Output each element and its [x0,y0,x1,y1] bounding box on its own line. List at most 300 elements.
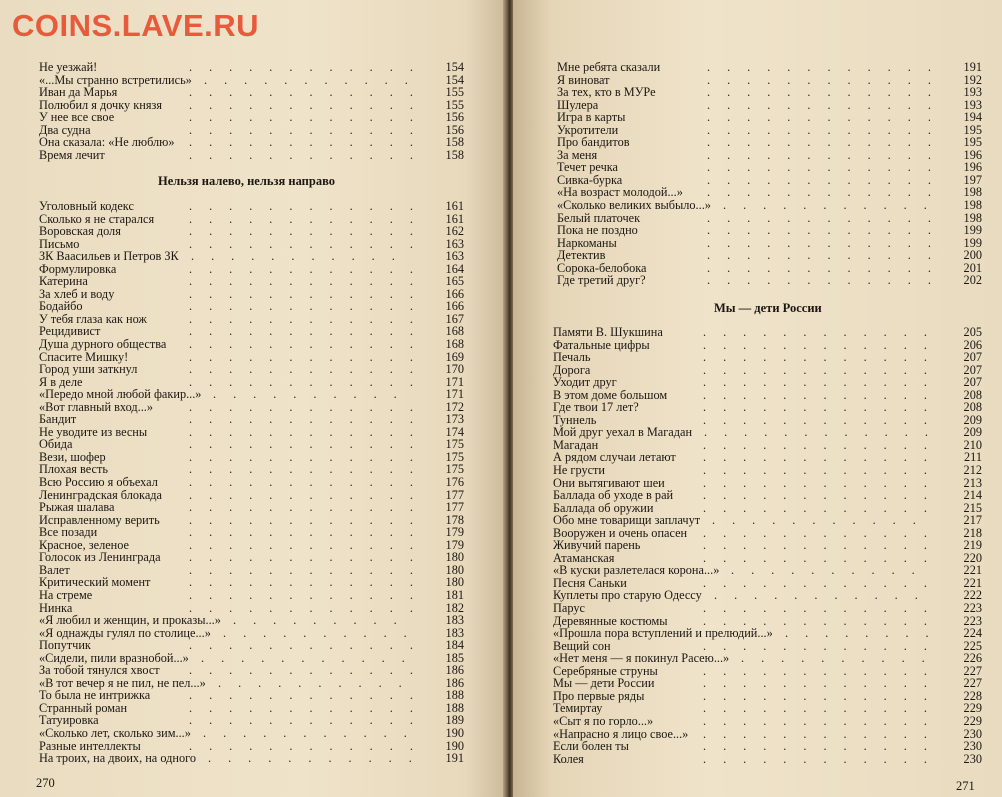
toc-entry [39,526,464,539]
dot-leader: ............ [189,299,430,314]
toc-entry [553,351,982,364]
dot-leader: ............ [189,462,430,477]
toc-entry-title: За тех, кто в МУРе [557,85,656,100]
toc-entry [553,489,982,502]
toc-entry-page: 173 [445,412,464,427]
toc-entry-page: 171 [445,387,464,402]
toc-entry-title: За хлеб и воду [39,286,115,301]
toc-entry-page: 195 [963,135,982,150]
toc-entry-title: «Прошла пора вступлений и прелюдий...» [553,626,773,641]
toc-entry-title: Уходит друг [553,375,617,390]
toc-entry-title: Шулера [557,97,599,112]
toc-entry-page: 208 [963,387,982,402]
toc-entry-title: Сивка-бурка [557,172,623,187]
toc-entry-page: 175 [445,437,464,452]
toc-entry-title: Письмо [39,236,80,251]
toc-entry-page: 179 [445,537,464,552]
toc-entry-page: 183 [445,613,464,628]
toc-entry [39,225,464,238]
toc-entry [39,388,464,401]
toc-entry [39,752,464,765]
toc-entry-page: 186 [445,675,464,690]
dot-leader: ............ [703,713,944,728]
toc-entry-title: Нинка [39,600,73,615]
toc-entry-page: 229 [963,701,982,716]
dot-leader: ............ [189,362,430,377]
toc-entry-title: Сорока-белобока [557,260,647,275]
toc-entry-page: 177 [445,500,464,515]
toc-entry-page: 165 [445,274,464,289]
toc-entry-title: Печаль [553,350,591,365]
toc-entry-page: 193 [963,85,982,100]
dot-leader: .......... [223,625,424,640]
toc-entry-page: 197 [963,172,982,187]
toc-entry-title: Темиртау [553,701,603,716]
toc-entry-title: Атаманская [553,550,615,565]
toc-entry-title: Баллада об оружии [553,500,654,515]
dot-leader: ............ [707,147,948,162]
toc-entry-title: У тебя глаза как нож [39,311,147,326]
toc-entry [557,86,982,99]
toc-entry-page: 196 [963,160,982,175]
toc-entry-page: 200 [963,248,982,263]
left-toc-group-2 [39,200,464,765]
toc-entry-page: 177 [445,487,464,502]
dot-leader: ........... [204,72,425,87]
toc-entry-page: 164 [445,261,464,276]
toc-entry [553,652,982,665]
toc-entry-title: Формулировка [39,261,117,276]
dot-leader: ........... [203,725,424,740]
toc-entry-page: 166 [445,286,464,301]
toc-entry-page: 161 [445,199,464,213]
watermark-logo: COINS.LAVE.RU [12,8,260,43]
toc-entry-title: Попутчик [39,638,91,653]
toc-entry [553,602,982,615]
dot-leader: ............ [189,487,430,502]
dot-leader: ........... [723,198,944,213]
dot-leader: ............ [189,311,430,326]
dot-leader: ........... [208,751,429,766]
toc-entry-title: Они вытягивают шеи [553,475,665,490]
dot-leader: ............ [703,688,944,703]
toc-entry-page: 188 [445,688,464,703]
dot-leader: ............ [189,236,430,251]
toc-entry-title: В этом доме большом [553,387,668,402]
toc-entry-page: 208 [963,400,982,415]
dot-leader: ............ [189,199,430,213]
toc-entry-title: У нее все свое [39,110,115,125]
toc-entry [39,476,464,489]
dot-leader: .......... [731,563,932,578]
dot-leader: ............ [189,374,430,389]
toc-entry-title: Укротители [557,122,619,137]
toc-entry-page: 220 [963,550,982,565]
toc-entry-title: Про бандитов [557,135,630,150]
dot-leader: ............ [189,85,430,100]
dot-leader: ............ [703,488,944,503]
toc-entry-page: 158 [445,147,464,162]
toc-entry-title: «Нет меня — я покинул Расею...» [553,651,730,666]
dot-leader: ............ [707,135,948,150]
toc-entry-page: 186 [445,663,464,678]
toc-entry [557,249,982,262]
dot-leader: ............ [189,688,430,703]
toc-entry-title: «Вот главный вход...» [39,399,154,414]
dot-leader: ............ [189,60,430,74]
toc-entry-page: 209 [963,412,982,427]
toc-entry-page: 155 [445,85,464,100]
toc-entry-title: Фатальные цифры [553,337,650,352]
toc-entry [557,111,982,124]
toc-entry-page: 180 [445,550,464,565]
toc-entry [39,250,464,263]
toc-entry-page: 230 [963,751,982,766]
toc-entry [39,413,464,426]
dot-leader: ............ [707,72,948,87]
dot-leader: ............ [703,751,944,766]
toc-entry-page: 215 [963,500,982,515]
dot-leader: ............ [189,600,430,615]
dot-leader: ............ [189,638,430,653]
dot-leader: ............ [703,575,944,590]
dot-leader: ............ [703,362,944,377]
toc-entry [39,363,464,376]
toc-entry-title: «Сколько великих выбыло...» [557,198,711,213]
toc-entry [39,200,464,213]
toc-entry-title: Уголовный кодекс [39,199,134,213]
toc-entry-page: 174 [445,424,464,439]
dot-leader: .......... [218,675,419,690]
dot-leader: ............ [189,412,430,427]
toc-entry-page: 154 [445,72,464,87]
toc-entry-title: Плохая весть [39,462,108,477]
dot-leader: .......... [213,387,414,402]
dot-leader: ............ [707,85,948,100]
toc-entry-page: 228 [963,688,982,703]
toc-entry-title: Воровская доля [39,224,121,239]
toc-entry [553,627,982,640]
toc-entry-title: Куплеты про старую Одессу [553,588,702,603]
toc-entry-page: 198 [963,210,982,225]
toc-entry-page: 156 [445,122,464,137]
dot-leader: ............ [707,160,948,175]
toc-entry-page: 184 [445,638,464,653]
toc-entry-title: Памяти В. Шукшина [553,325,663,339]
toc-entry-title: Я в деле [39,374,83,389]
toc-entry-page: 207 [963,375,982,390]
toc-entry-title: Душа дурного общества [39,337,167,352]
toc-entry-page: 172 [445,399,464,414]
toc-entry-page: 230 [963,739,982,754]
toc-entry-title: «В тот вечер я не пил, не пел...» [39,675,206,690]
toc-entry-title: Не грусти [553,463,606,478]
toc-entry-title: Сколько я не старался [39,211,155,226]
toc-entry-title: Разные интеллекты [39,738,141,753]
toc-entry-page: 192 [963,72,982,87]
toc-entry-title: На троих, на двоих, на одного [39,751,197,766]
toc-entry-title: «Сыт я по горло...» [553,713,654,728]
toc-entry-page: 183 [445,625,464,640]
toc-entry-title: Колея [553,751,584,766]
toc-entry [39,61,464,74]
toc-entry-page: 155 [445,97,464,112]
toc-entry [553,740,982,753]
toc-entry-page: 212 [963,463,982,478]
dot-leader: ............ [703,739,944,754]
toc-entry-title: Все позади [39,525,98,540]
toc-entry-title: ЗК Ваасильев и Петров ЗК [39,249,179,264]
toc-entry-page: 222 [963,588,982,603]
toc-entry-title: Валет [39,562,70,577]
toc-entry-page: 205 [963,325,982,339]
toc-entry [39,551,464,564]
dot-leader: ............ [707,172,948,187]
dot-leader: ........... [191,249,412,264]
toc-entry [553,539,982,552]
dot-leader: ............ [703,412,944,427]
dot-leader: ............ [703,676,944,691]
toc-entry-page: 162 [445,224,464,239]
dot-leader: ............ [189,424,430,439]
toc-entry-page: 218 [963,525,982,540]
toc-entry-page: 207 [963,350,982,365]
toc-entry-title: Парус [553,601,585,616]
toc-entry-title: Магадан [553,437,599,452]
toc-entry [39,614,464,627]
toc-entry-title: Живучий парень [553,538,641,553]
right-toc-group-1 [557,61,982,287]
right-page-number: 271 [956,779,975,793]
toc-entry-title: То была не интрижка [39,688,151,703]
dot-leader: ............ [703,375,944,390]
toc-entry-page: 224 [963,626,982,641]
toc-entry-title: Татуировка [39,713,99,728]
dot-leader: ............ [189,500,430,515]
toc-entry [553,715,982,728]
dot-leader: ............ [703,325,944,339]
toc-entry-page: 185 [445,650,464,665]
toc-entry-title: Если болен ты [553,739,629,754]
toc-entry-page: 156 [445,110,464,125]
toc-entry-page: 161 [445,211,464,226]
toc-entry-title: Белый платочек [557,210,641,225]
toc-entry [39,136,464,149]
toc-entry-title: Спасите Мишку! [39,349,129,364]
toc-entry [557,199,982,212]
toc-entry [39,275,464,288]
toc-entry [39,111,464,124]
toc-entry-page: 180 [445,562,464,577]
dot-leader: ............ [703,525,944,540]
left-page-number: 270 [36,776,55,790]
toc-entry-page: 171 [445,374,464,389]
toc-entry [553,401,982,414]
dot-leader: ............ [703,726,944,741]
dot-leader: ........... [201,650,422,665]
toc-entry-page: 217 [963,513,982,528]
dot-leader: ............ [189,663,430,678]
toc-entry-title: Она сказала: «Не люблю» [39,135,175,150]
toc-entry-title: Голосок из Ленинграда [39,550,161,565]
toc-entry-title: Ленинградская блокада [39,487,162,502]
dot-leader: ............ [189,700,430,715]
left-section-heading: Нельзя налево, нельзя направо [158,174,335,188]
toc-entry [553,326,982,339]
dot-leader: ............ [707,185,948,200]
toc-entry-title: «Передо мной любой факир...» [39,387,202,402]
toc-entry-title: Вещий сон [553,638,611,653]
dot-leader: ........ [785,626,946,641]
toc-entry-title: «В куски разлетелася корона...» [553,563,720,578]
dot-leader: ............ [707,248,948,263]
dot-leader: ............ [703,701,944,716]
toc-entry-title: Баллада об уходе в рай [553,488,674,503]
toc-entry-page: 193 [963,97,982,112]
dot-leader: ............ [703,463,944,478]
dot-leader: ............ [189,135,430,150]
toc-entry-title: Город уши заткнул [39,362,138,377]
toc-entry-title: Дорога [553,362,591,377]
toc-entry-page: 219 [963,538,982,553]
toc-entry-title: «Я однажды гулял по столице...» [39,625,211,640]
dot-leader: ............ [189,475,430,490]
toc-entry-page: 167 [445,311,464,326]
right-page [513,0,1002,797]
dot-leader: ............ [707,223,948,238]
dot-leader: ............ [703,538,944,553]
toc-entry-page: 202 [963,273,982,288]
right-toc-group-2 [553,326,982,765]
toc-entry-title: «...Мы странно встретились» [39,72,192,87]
dot-leader: ............ [189,286,430,301]
dot-leader: ............ [703,350,944,365]
toc-entry-page: 214 [963,488,982,503]
toc-entry-page: 175 [445,462,464,477]
toc-entry [39,689,464,702]
toc-entry-page: 190 [445,738,464,753]
toc-entry-page: 229 [963,713,982,728]
toc-entry-page: 207 [963,362,982,377]
toc-entry-page: 175 [445,449,464,464]
right-section-heading: Мы — дети России [714,301,822,315]
toc-entry-page: 170 [445,362,464,377]
toc-entry-page: 188 [445,700,464,715]
dot-leader: ............ [707,60,948,74]
toc-entry-title: Песня Саньки [553,575,627,590]
toc-entry-page: 180 [445,575,464,590]
toc-entry-page: 189 [445,713,464,728]
dot-leader: ............ [189,537,430,552]
toc-entry-title: Рыжая шалава [39,500,115,515]
dot-leader: ............ [189,349,430,364]
toc-entry-page: 225 [963,638,982,653]
toc-entry-page: 196 [963,147,982,162]
dot-leader: ........... [712,513,933,528]
toc-entry-page: 168 [445,337,464,352]
dot-leader: ............ [707,122,948,137]
toc-entry-title: Детектив [557,248,606,263]
dot-leader: ............ [189,122,430,137]
toc-entry-title: Течет речка [557,160,619,175]
toc-entry-page: 158 [445,135,464,150]
toc-entry-title: Мы — дети России [553,676,655,691]
toc-entry-page: 178 [445,512,464,527]
toc-entry-title: Где третий друг? [557,273,646,288]
dot-leader: ............ [703,475,944,490]
dot-leader: ............ [189,738,430,753]
toc-entry [39,589,464,602]
dot-leader: ............ [189,147,430,162]
dot-leader: ............ [707,273,948,288]
dot-leader: ............ [704,425,945,440]
toc-entry-title: Где твои 17 лет? [553,400,639,415]
dot-leader: ............ [189,512,430,527]
dot-leader: ............ [703,613,944,628]
toc-entry-page: 190 [445,725,464,740]
dot-leader: ............ [703,663,944,678]
dot-leader: ............ [703,500,944,515]
dot-leader: ............ [707,260,948,275]
toc-entry-title: Полюбил я дочку князя [39,97,162,112]
toc-entry-page: 227 [963,663,982,678]
toc-entry-page: 210 [963,437,982,452]
toc-entry-title: Два судна [39,122,91,137]
toc-entry-title: Туннель [553,412,597,427]
dot-leader: ............ [189,562,430,577]
toc-entry [557,61,982,74]
toc-entry-title: Иван да Марья [39,85,118,100]
toc-entry-title: Всю Россию я объехал [39,475,158,490]
dot-leader: ............ [703,437,944,452]
toc-entry-title: Бодайбо [39,299,83,314]
toc-entry-page: 198 [963,185,982,200]
dot-leader: ............ [189,449,430,464]
dot-leader: ............ [189,713,430,728]
toc-entry-title: Исправленному верить [39,512,160,527]
toc-entry-title: «Я любил и женщин, и проказы...» [39,613,221,628]
dot-leader: ............ [189,261,430,276]
toc-entry-page: 154 [445,60,464,74]
toc-entry-page: 179 [445,525,464,540]
toc-entry [39,149,464,162]
toc-entry [39,639,464,652]
toc-entry-page: 230 [963,726,982,741]
dot-leader: ............ [707,235,948,250]
toc-entry-page: 201 [963,260,982,275]
dot-leader: ............ [189,110,430,125]
toc-entry-page: 221 [963,563,982,578]
dot-leader: ............ [189,575,430,590]
toc-entry-title: Рецидивист [39,324,101,339]
toc-entry-page: 199 [963,223,982,238]
toc-entry-page: 163 [445,236,464,251]
toc-entry-title: А рядом случаи летают [553,450,676,465]
dot-leader: ............ [189,337,430,352]
toc-entry [39,338,464,351]
toc-entry-title: Не уезжай! [39,60,98,74]
toc-entry-page: 181 [445,587,464,602]
left-toc-group-1 [39,61,464,161]
toc-entry [553,514,982,527]
toc-entry-title: Красное, зеленое [39,537,129,552]
toc-entry [557,224,982,237]
toc-entry [553,464,982,477]
dot-leader: ............ [189,224,430,239]
dot-leader: ............ [703,387,944,402]
toc-entry [553,753,982,766]
toc-entry-title: Про первые ряды [553,688,645,703]
